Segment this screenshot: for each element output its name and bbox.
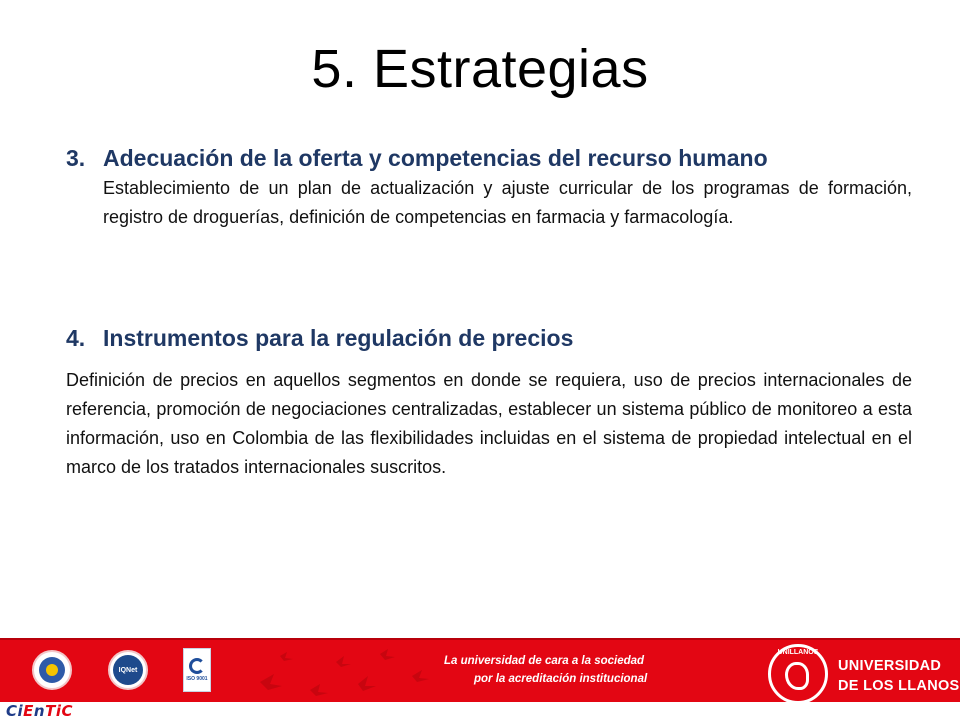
cientic-part-4: TiC: [45, 702, 73, 720]
section-4-heading-row: [66, 322, 912, 354]
slogan: [444, 652, 647, 688]
section-4-heading: Instrumentos para la regulación de precios: [103, 325, 574, 351]
iso-label: ISO 9001: [186, 676, 208, 682]
slogan-line-2: por la acreditación institucional: [474, 673, 648, 685]
cientic-logo: [6, 702, 73, 720]
unillanos-logo: [768, 644, 828, 704]
cientic-part-3: n: [33, 702, 46, 720]
cientic-part-2: E: [23, 702, 34, 720]
iqnet-badge-icon: IQNet: [113, 655, 143, 685]
iso-certification-logo: [183, 648, 211, 692]
university-name: [838, 656, 960, 696]
iqnet-certification-logo: [108, 650, 148, 690]
seal-emblem-icon: [39, 657, 65, 683]
slogan-line-1: La universidad de cara a la sociedad: [444, 655, 645, 667]
university-name-line-1: UNIVERSIDAD: [838, 658, 942, 674]
section-4-body: Definición de precios en aquellos segmentos en donde se requiera, uso de precios internacionales de referencia, promoción de negociaciones centralizadas, establecer un sistema público de monitoreo a esta información, uso en Colombia de las flexibilidades incluidas en el sistema de propiedad intelectual en el marco de los tratados internacionales suscritos.: [66, 370, 912, 477]
colombia-seal-logo: [32, 650, 72, 690]
icontec-swirl-icon: [189, 658, 205, 674]
slide-title: 5. Estrategias: [311, 39, 649, 99]
unillanos-ring-text: UNILLANOS: [777, 649, 819, 656]
university-name-line-2: DE LOS LLANOS: [838, 678, 960, 694]
birds-decoration-icon: [240, 640, 440, 702]
section-3-heading-row: [66, 142, 912, 174]
footer-strip: [0, 702, 960, 720]
section-3-heading: Adecuación de la oferta y competencias del recurso humano: [103, 145, 768, 171]
strategy-section-3: [66, 142, 912, 232]
section-3-body: Establecimiento de un plan de actualización y ajuste curricular de los programas de formación, registro de droguerías, definición de competencias en farmacia y farmacología.: [103, 178, 912, 227]
strategy-section-4: [66, 322, 912, 482]
heron-icon: [785, 662, 809, 690]
cientic-part-1: Ci: [6, 702, 24, 720]
section-4-number: 4.: [66, 325, 86, 351]
section-3-number: 3.: [66, 145, 86, 171]
